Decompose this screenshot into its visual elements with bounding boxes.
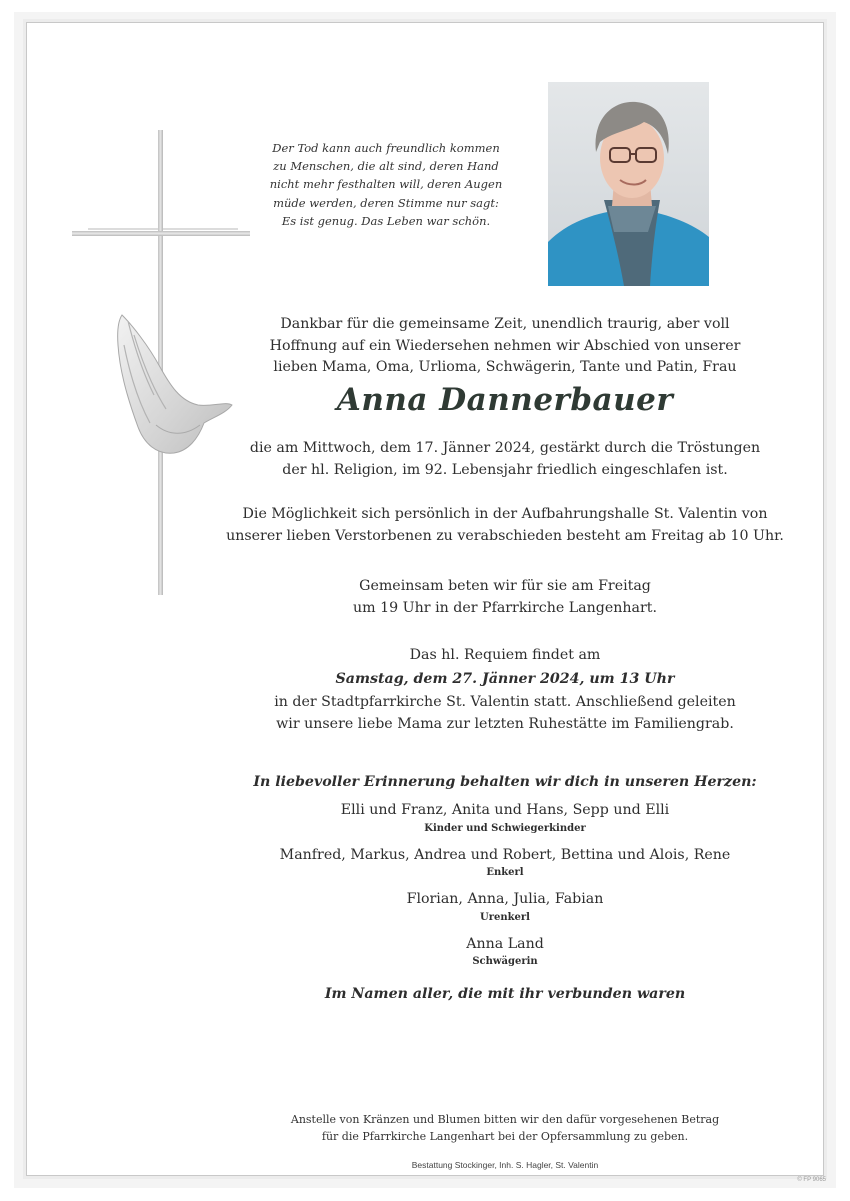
mourners-list — [220, 800, 790, 969]
praying-hands-icon — [108, 305, 238, 465]
requiem-info — [220, 645, 790, 735]
death-info-line: der hl. Religion, im 92. Lebensjahr friedlich eingeschlafen ist. — [282, 461, 728, 478]
deceased-name: Anna Dannerbauer — [336, 382, 674, 418]
mourner-names: Florian, Anna, Julia, Fabian — [406, 891, 604, 907]
intro-line: Hoffnung auf ein Wiedersehen nehmen wir Abschied von unserer — [269, 337, 741, 354]
prayer-line: Gemeinsam beten wir für sie am Freitag — [359, 578, 651, 594]
viewing-line: Die Möglichkeit sich persönlich in der Aufbahrungshalle St. Valentin von — [242, 506, 768, 522]
portrait-photo — [548, 82, 709, 286]
quote-line: Der Tod kann auch freundlich kommen — [272, 141, 500, 155]
quote-line: zu Menschen, die alt sind, deren Hand — [273, 159, 499, 174]
mourner-group — [220, 889, 790, 925]
requiem-detail-line: in der Stadtpfarrkirche St. Valentin statt. Anschließend geleiten — [274, 694, 736, 710]
death-info-line: die am Mittwoch, dem 17. Jänner 2024, gestärkt durch die Tröstungen — [249, 440, 761, 456]
mourner-group — [220, 934, 790, 970]
mourner-names: Anna Land — [466, 935, 544, 952]
prayer-info — [220, 576, 790, 619]
quote-line: nicht mehr festhalten will, deren Augen — [269, 177, 503, 192]
intro-text — [220, 314, 790, 379]
mourner-relation: Enkerl — [486, 867, 524, 878]
closing-line: Im Namen aller, die mit ihr verbunden waren — [324, 986, 686, 1002]
intro-line: Dankbar für die gemeinsame Zeit, unendlich traurig, aber voll — [280, 316, 730, 332]
donation-line: Anstelle von Kränzen und Blumen bitten wir den dafür vorgesehenen Betrag — [290, 1113, 720, 1126]
memory-heading: In liebevoller Erinnerung behalten wir dich in unseren Herzen: — [253, 774, 757, 790]
mourner-names: Elli und Franz, Anita und Hans, Sepp und Elli — [340, 802, 670, 818]
cross-horizontal-beam — [72, 231, 250, 236]
requiem-date: Samstag, dem 27. Jänner 2024, um 13 Uhr — [335, 670, 675, 687]
mourner-group — [220, 800, 790, 836]
mourner-group — [220, 845, 790, 881]
mourner-relation: Kinder und Schwiegerkinder — [424, 822, 586, 834]
viewing-info — [220, 504, 790, 547]
donation-note — [220, 1111, 790, 1145]
memorial-quote — [250, 139, 522, 230]
requiem-detail-line: wir unsere liebe Mama zur letzten Ruhestätte im Familiengrab. — [276, 715, 734, 732]
mourner-relation: Schwägerin — [472, 956, 538, 967]
quote-line: Es ist genug. Das Leben war schön. — [281, 213, 491, 228]
donation-line: für die Pfarrkirche Langenhart bei der Opfersammlung zu geben. — [321, 1130, 689, 1143]
intro-line: lieben Mama, Oma, Urlioma, Schwägerin, Tante und Patin, Frau — [273, 359, 737, 375]
cross-shadow — [88, 228, 238, 230]
quote-line: müde werden, deren Stimme nur sagt: — [273, 195, 499, 210]
undertaker-credit: Bestattung Stockinger, Inh. S. Hagler, St. Valentin — [411, 1160, 599, 1170]
viewing-line: unserer lieben Verstorbenen zu verabschieden besteht am Freitag ab 10 Uhr. — [226, 527, 784, 544]
mourner-relation: Urenkerl — [480, 911, 530, 923]
death-info — [220, 438, 790, 481]
form-code: © FP 9065 — [797, 1177, 826, 1183]
prayer-line: um 19 Uhr in der Pfarrkirche Langenhart. — [353, 599, 657, 616]
mourner-names: Manfred, Markus, Andrea und Robert, Bettina und Alois, Rene — [279, 846, 731, 863]
requiem-intro: Das hl. Requiem findet am — [409, 647, 601, 663]
